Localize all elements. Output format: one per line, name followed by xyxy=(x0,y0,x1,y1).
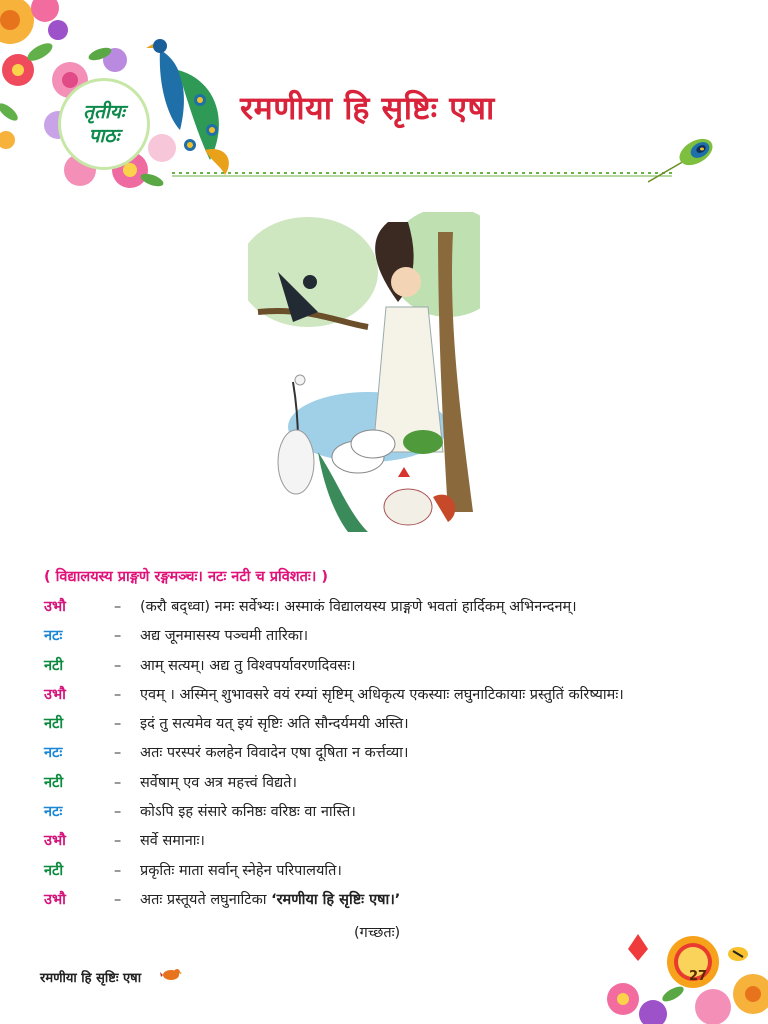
dialogue-line xyxy=(44,772,744,801)
speaker-dash: – xyxy=(114,833,122,850)
speaker-dash: – xyxy=(114,862,122,879)
speaker-dash: – xyxy=(114,716,122,733)
dialogue-line xyxy=(44,742,744,771)
speaker-name: नटः xyxy=(44,804,63,821)
dialogue-text xyxy=(140,801,356,821)
dialogue-line xyxy=(44,684,744,713)
dialogue-line xyxy=(44,625,744,654)
dialogue-text xyxy=(140,625,308,645)
speaker-name: उभौ xyxy=(44,891,66,908)
speaker-name: उभौ xyxy=(44,599,66,615)
speaker-name: नटी xyxy=(44,716,64,733)
dialogue-line xyxy=(44,713,744,742)
peacock-feather-icon xyxy=(648,130,718,190)
speaker-dash: – xyxy=(114,774,122,791)
chapter-label-text: पाठः xyxy=(88,125,120,147)
speaker-dash: – xyxy=(114,804,122,821)
bird-icon xyxy=(160,966,182,982)
nature-illustration xyxy=(248,212,480,544)
speaker-dash: – xyxy=(114,686,122,703)
dialogue-list xyxy=(44,596,744,918)
speaker-name: उभौ xyxy=(44,686,66,703)
dialogue-text-part: सर्वे समानाः। xyxy=(140,833,205,850)
dialogue-text-part: आम् सत्यम्। अद्य तु विश्वपर्यावरणदिवसः। xyxy=(140,657,356,674)
speaker-name: नटी xyxy=(44,774,64,791)
dialogue-text xyxy=(140,684,624,704)
dialogue-text-part: एवम् । अस्मिन् शुभावसरे वयं रम्यां सृष्टिम् अधिकृत्य एकस्याः लघुनाटिकायाः प्रस्तुतिं करिष्यामः। xyxy=(140,686,624,703)
dialogue-text xyxy=(140,889,400,909)
play-title-emphasis: ‘रमणीया हि सृष्टिः एषा।’ xyxy=(271,891,401,908)
dialogue-line xyxy=(44,801,744,830)
dialogue-text-part: (करौ बद्ध्वा) नमः सर्वेभ्यः। अस्माकं विद्यालयस्य प्राङ्गणे भवतां हार्दिकम् अभिनन्दनम्। xyxy=(140,599,577,615)
speaker-dash: – xyxy=(114,745,122,762)
dialogue-text xyxy=(140,830,205,850)
speaker-name: नटः xyxy=(44,628,63,645)
dialogue-text xyxy=(140,772,297,792)
dialogue-text-part: अतः परस्परं कलहेन विवादेन एषा दूषिता न कर्त्तव्या। xyxy=(140,745,409,762)
stage-direction: ( विद्यालयस्य प्राङ्गणे रङ्गमञ्चः। नटः नटी च प्रविशतः। ) xyxy=(44,569,328,585)
dialogue-text-part: प्रकृतिः माता सर्वान् स्नेहेन परिपालयति। xyxy=(140,862,342,879)
dialogue-text-part: सर्वेषाम् एव अत्र महत्त्वं विद्यते। xyxy=(140,774,298,791)
dialogue-line xyxy=(44,596,744,625)
dialogue-line xyxy=(44,830,744,859)
speaker-dash: – xyxy=(114,891,122,908)
speaker-name: नटी xyxy=(44,862,64,879)
footer-chapter-title: रमणीया हि सृष्टिः एषा xyxy=(40,971,142,986)
dialogue-line xyxy=(44,860,744,889)
speaker-name: नटः xyxy=(44,745,63,762)
chapter-number-badge xyxy=(58,78,150,170)
exit-stage-direction: (गच्छतः) xyxy=(354,925,401,941)
speaker-dash: – xyxy=(114,599,122,615)
dialogue-text xyxy=(140,596,577,616)
dialogue-text-part: इदं तु सत्यमेव यत् इयं सृष्टिः अति सौन्दर्यमयी अस्ति। xyxy=(140,716,409,733)
dialogue-text-part: अद्य जूनमासस्य पञ्चमी तारिका। xyxy=(140,628,309,645)
dialogue-text xyxy=(140,655,356,675)
dialogue-text xyxy=(140,742,408,762)
dialogue-text-part: कोऽपि इह संसारे कनिष्ठः वरिष्ठः वा नास्ति। xyxy=(140,804,356,821)
dialogue-text xyxy=(140,860,342,880)
speaker-name: उभौ xyxy=(44,833,66,850)
dialogue-line xyxy=(44,889,744,918)
page-title: रमणीया हि सृष्टिः एषा xyxy=(240,89,495,127)
dialogue-text xyxy=(140,713,409,733)
speaker-dash: – xyxy=(114,628,122,645)
speaker-dash: – xyxy=(114,657,122,674)
dialogue-text-part: अतः प्रस्तूयते लघुनाटिका xyxy=(140,891,272,908)
dialogue-line xyxy=(44,655,744,684)
speaker-name: नटी xyxy=(44,657,64,674)
chapter-number-text: तृतीयः xyxy=(83,101,125,123)
page-number: 27 xyxy=(688,968,708,984)
